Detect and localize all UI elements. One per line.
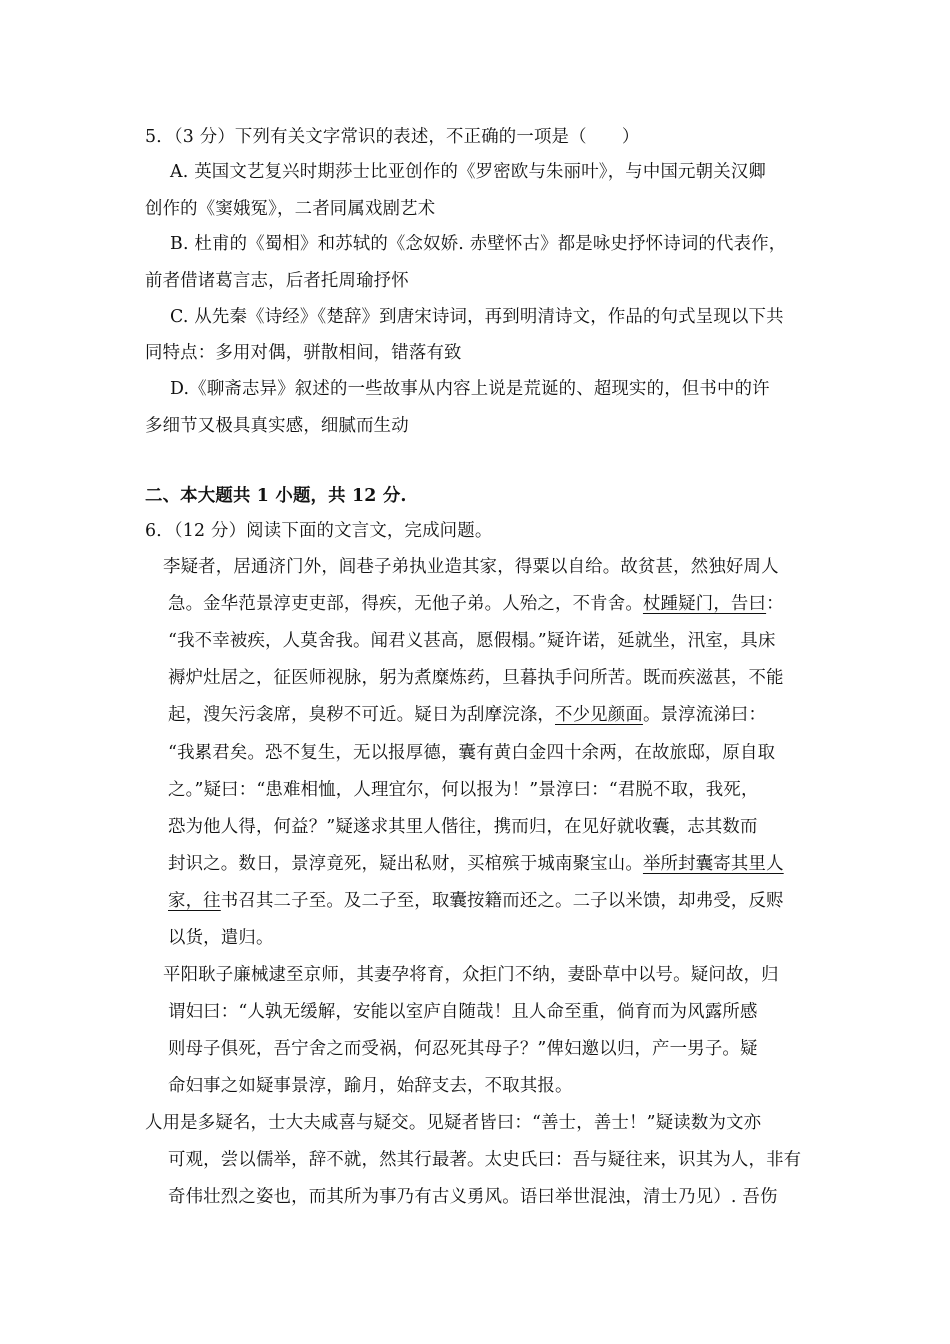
text-span: 封识之。数日，景淳竟死，疑出私财，买棺殡于城南聚宝山。 (168, 854, 643, 874)
passage-p1-line-3: “我不幸被疾，人莫舍我。闻君义甚高，愿假榻。”疑许诺，延就坐，汛室，具床 (168, 631, 776, 651)
question-6-stem: 6．（12 分）阅读下面的文言文，完成问题。 (145, 521, 493, 541)
passage-p1-line-11: 以货，遣归。 (168, 928, 274, 948)
question-5-stem: 5．（3 分）下列有关文字常识的表述，不正确的一项是（ ） (145, 127, 640, 147)
passage-p1-line-6: “我累君矣。恐不复生，无以报厚德，囊有黄白金四十余两，在故旅邸，原自取 (168, 743, 776, 763)
passage-p1-line-4: 褥炉灶居之，征医师视脉，躬为煮糜炼药，旦暮执手问所苦。既而疾滋甚，不能 (168, 668, 784, 688)
passage-p1-line-2 (168, 594, 833, 615)
passage-p1-line-9 (168, 854, 833, 875)
underlined-phrase: 不少见颜面 (555, 705, 643, 725)
option-c-line-1: C. 从先秦《诗经》《楚辞》到唐宋诗词，再到明清诗文，作品的句式呈现以下共 (170, 307, 784, 327)
option-d-line-2: 多细节又极具真实感，细腻而生动 (145, 416, 409, 436)
option-c-line-2: 同特点：多用对偶，骈散相间，错落有致 (145, 343, 462, 363)
passage-p1-line-7: 之。”疑曰：“患难相恤，人理宜尔，何以报为！”景淳曰：“君脱不取，我死， (168, 780, 759, 800)
passage-p3-line-1: 人用是多疑名，士大夫咸喜与疑交。见疑者皆曰：“善士，善士！”疑读数为文亦 (145, 1113, 762, 1133)
underlined-phrase: 杖踵疑门，告曰 (642, 594, 767, 614)
underlined-phrase: 举所封囊寄其里人 (642, 854, 784, 874)
option-d-line-1: D.《聊斋志异》叙述的一些故事从内容上说是荒诞的、超现实的，但书中的许 (170, 379, 770, 399)
passage-p2-line-3: 则母子俱死，吾宁舍之而受祸，何忍死其母子？”俾妇邀以归，产一男子。疑 (168, 1039, 758, 1059)
option-a-line-2: 创作的《窦娥冤》，二者同属戏剧艺术 (145, 199, 436, 219)
passage-p2-line-1: 平阳耿子廉械逮至京师，其妻孕将育，众拒门不纳，妻卧草中以号。疑问故，归 (163, 965, 779, 985)
text-span: 。景淳流涕曰： (642, 705, 767, 725)
option-b-line-1: B. 杜甫的《蜀相》和苏轼的《念奴娇. 赤壁怀古》都是咏史抒怀诗词的代表作， (170, 234, 787, 254)
passage-p1-line-8: 恐为他人得，何益？”疑遂求其里人偕往，携而归，在见好就收囊，志其数而 (168, 817, 758, 837)
passage-p1-line-10 (168, 891, 833, 912)
option-a-line-1: A. 英国文艺复兴时期莎士比亚创作的《罗密欧与朱丽叶》，与中国元朝关汉卿 (170, 162, 767, 182)
text-span: 起，溲矢污衾席，臭秽不可近。疑日为刮摩浣涤， (168, 705, 555, 725)
underlined-phrase: 家，往 (168, 891, 221, 911)
option-b-line-2: 前者借诸葛言志，后者托周瑜抒怀 (145, 271, 409, 291)
section-2-heading: 二、本大题共 1 小题，共 12 分. (145, 486, 407, 506)
passage-p1-line-5 (168, 705, 833, 726)
passage-p2-line-4: 命妇事之如疑事景淳，踰月，始辞支去，不取其报。 (168, 1076, 573, 1096)
text-span: 书召其二子至。及二子至，取囊按籍而还之。二子以米馈，却弗受，反赆 (220, 891, 784, 911)
passage-p3-line-3: 奇伟壮烈之姿也，而其所为事乃有古义勇风。语曰举世混浊，清士乃见）. 吾伤 (168, 1187, 778, 1207)
passage-p1-line-1: 李疑者，居通济门外，闾巷子弟执业造其家，得粟以自给。故贫甚，然独好周人 (163, 557, 779, 577)
text-span: ： (766, 594, 784, 614)
passage-p2-line-2: 谓妇曰：“人孰无缓解，安能以室庐自随哉！且人命至重，倘育而为风露所感 (168, 1002, 758, 1022)
passage-p3-line-2: 可观，尝以儒举，辞不就，然其行最著。太史氏曰：吾与疑往来，识其为人，非有 (168, 1150, 802, 1170)
text-span: 急。金华范景淳吏吏部，得疾，无他子弟。人殆之，不肯舍。 (168, 594, 643, 614)
